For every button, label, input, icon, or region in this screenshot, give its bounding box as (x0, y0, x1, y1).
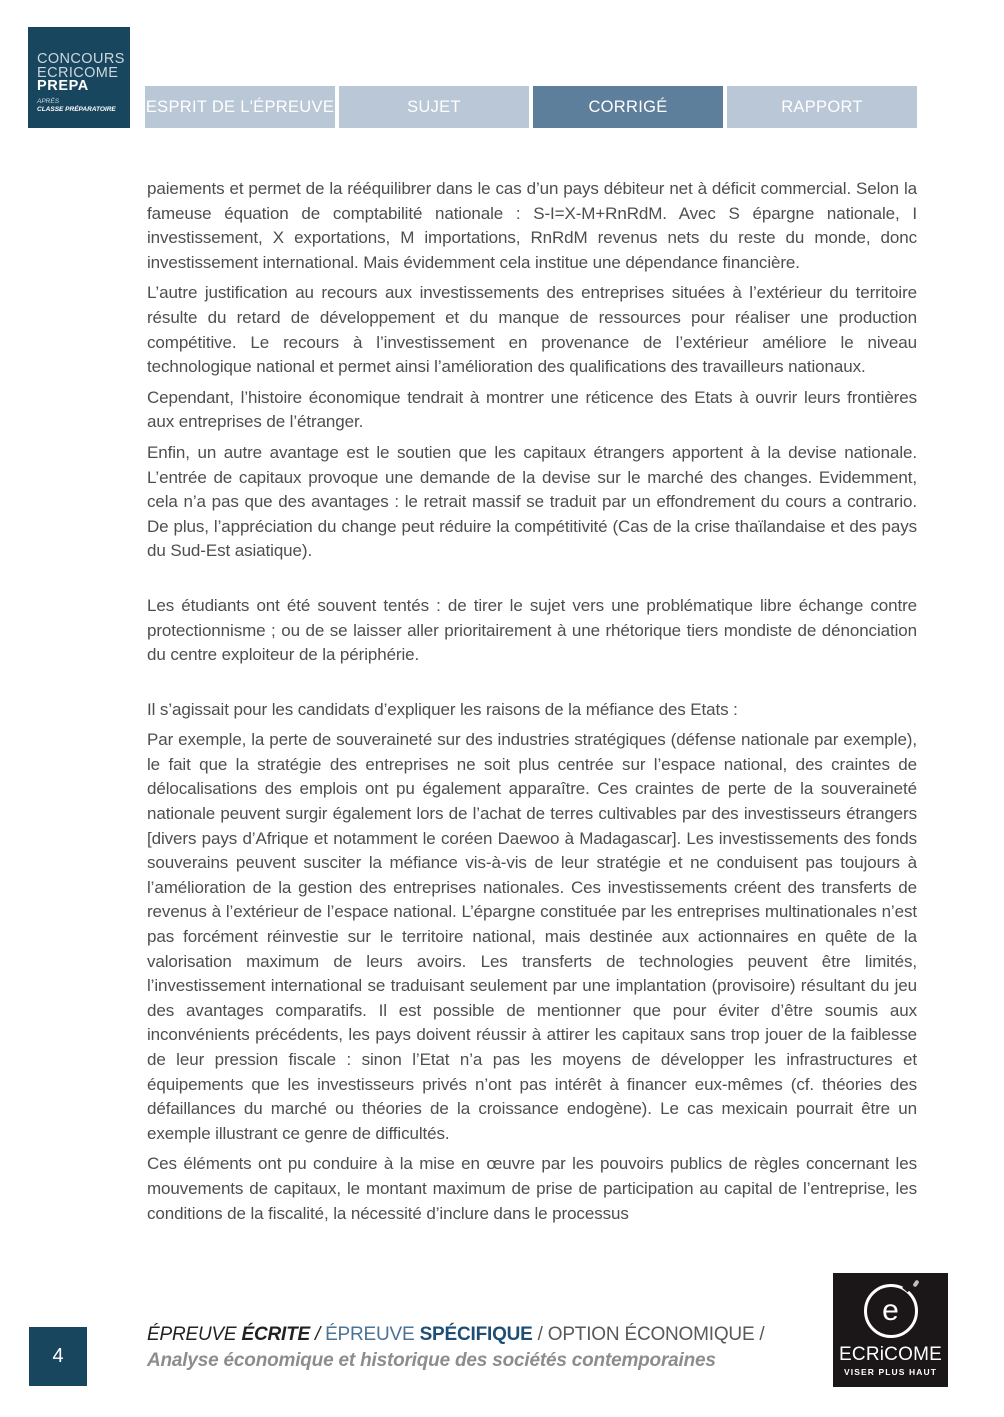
paragraph: Il s’agissait pour les candidats d’expliquer les raisons de la méfiance des Etats : (147, 699, 738, 719)
footer-epreuve2-label: ÉPREUVE (325, 1324, 420, 1345)
footer-separator-3: / (759, 1324, 765, 1345)
tab-sujet[interactable]: SUJET (339, 86, 529, 128)
footer-breadcrumb (147, 1324, 770, 1346)
paragraph: L’autre justification au recours aux investissements des entreprises situées à l’extérieur du territoire résulte du retard de développement et du manque de ressources pour réaliser une production compétitive. Le recours à l’investissement en provenance de l’extérieur améliore le niveau technologique national et permet ainsi l’amélioration des qualifications des travailleurs nationaux. (147, 283, 917, 377)
tab-rapport[interactable]: RAPPORT (727, 86, 917, 128)
logo-classe-prepa-text: CLASSE PRÉPARATOIRE (37, 105, 116, 113)
logo-prepa-text: PREPA (37, 78, 89, 94)
footer-ecrite-label: ÉCRITE (241, 1324, 310, 1345)
logo-concours-text: CONCOURS (37, 51, 125, 67)
paragraph: Enfin, un autre avantage est le soutien que les capitaux étrangers apportent à la devise nationale. L’entrée de capitaux provoque une demande de la devise sur le marché des changes. Evidemment, cela n’a pas que des avantages : le retrait massif se traduit par un effondrement du cours a contrario. De plus, l’appréciation du change peut réduire la compétitivité (Cas de la crise thaïlandaise et des pays du Sud-Est asiatique). (147, 442, 917, 561)
paragraph: paiements et permet de la rééquilibrer dans le cas d’un pays débiteur net à déficit commercial. Selon la fameuse équation de comptabilité nationale : S-I=X-M+RnRdM. Avec S épargne nationale, I investissement, X exportations, M importations, RnRdM revenus nets du reste du monde, donc investissement international. Mais évidemment cela institue une dépendance financière. (147, 179, 917, 272)
footer-epreuve-label: ÉPREUVE (147, 1324, 242, 1345)
logo-ecricome-text: ECRICOME (37, 64, 119, 81)
page-number-badge (29, 1327, 87, 1386)
paragraph: Les étudiants ont été souvent tentés : de tirer le sujet vers une problématique libre échange contre protectionnisme ; ou de se laisser aller prioritairement à une rhétorique tiers mondiste de dénonciation du centre exploiteur de la périphérie. (147, 595, 917, 665)
footer-specifique-label: SPÉCIFIQUE (419, 1324, 533, 1345)
ring-gap-decoration (902, 1282, 913, 1293)
paragraph: Par exemple, la perte de souveraineté sur des industries stratégiques (défense nationale par exemple), le fait que la stratégie des entreprises ne soit plus centrée sur l’espace national, des craintes de délocalisations des emplois ont pu également apparaître. Ces craintes de perte de la souveraineté nationale peuvent surgir également lors de l’achat de terres cultivables par des investisseurs étrangers [divers pays d’Afrique et notamment le coréen Daewoo à Madagascar]. Les investissements des fonds souverains peuvent susciter la méfiance vis-à-vis de leur stratégie et ne conduisent pas toujours à l’amélioration de la gestion des entreprises nationales. Ces investissements créent des transferts de revenus à l’extérieur de l’espace national. L’épargne constituée par les entreprises multinationales n’est pas forcément réinvestie sur le territoire national, mais destinée aux actionnaires en quête de la valorisation maximum de leurs avoirs. Les transferts de technologies peuvent être limités, l’investissement international se traduisant seulement par une implantation (provisoire) résultant du jeu des avantages comparatifs. Il est possible de mentionner que pour éviter d’être soumis aux inconvénients précédents, les pays doivent réussir à attirer les capitaux sans trop jouer de la faiblesse de leur pression fiscale : sinon l’Etat n’a pas les moyens de développer les infrastructures et équipements que les investisseurs privés n’ont pas intérêt à financer eux-mêmes (cf. théories des défaillances du marché ou théories de la croissance endogène). Le cas mexicain pourrait être un exemple illustrant ce genre de difficultés. (147, 730, 917, 1143)
ring-dot-decoration (912, 1279, 919, 1287)
tab-bar (145, 86, 917, 128)
page-number: 4 (52, 1345, 64, 1367)
paragraph: Cependant, l’histoire économique tendrait à montrer une réticence des Etats à ouvrir leurs frontières aux entreprises de l’étranger. (147, 387, 917, 432)
monogram-letter: e (882, 1294, 899, 1327)
document-body (147, 177, 917, 1232)
tab-corrige[interactable]: CORRIGÉ (533, 86, 723, 128)
ecricome-tagline: VISER PLUS HAUT (843, 1367, 937, 1377)
logo-apres-text: APRÈS (37, 97, 60, 105)
tab-esprit-de-l-epreuve[interactable]: ESPRIT DE L'ÉPREUVE (145, 86, 335, 128)
footer (147, 1324, 770, 1372)
ecricome-monogram-icon (864, 1284, 918, 1338)
ecricome-wordmark: ECRiCOME (839, 1344, 942, 1365)
footer-separator-2: / (537, 1324, 543, 1345)
concours-ecricome-prepa-logo (28, 27, 130, 128)
paragraph: Ces éléments ont pu conduire à la mise en œuvre par les pouvoirs publics de règles concernant les mouvements de capitaux, le montant maximum de prise de participation au capital de l’entreprise, les conditions de la fiscalité, la nécessité d’inclure dans le processus (147, 1154, 917, 1223)
footer-separator-1: / (314, 1324, 321, 1345)
footer-option-label: OPTION ÉCONOMIQUE (547, 1324, 755, 1345)
footer-subtitle: Analyse économique et historique des sociétés contemporaines (147, 1350, 716, 1371)
ecricome-brand-logo (833, 1273, 948, 1387)
